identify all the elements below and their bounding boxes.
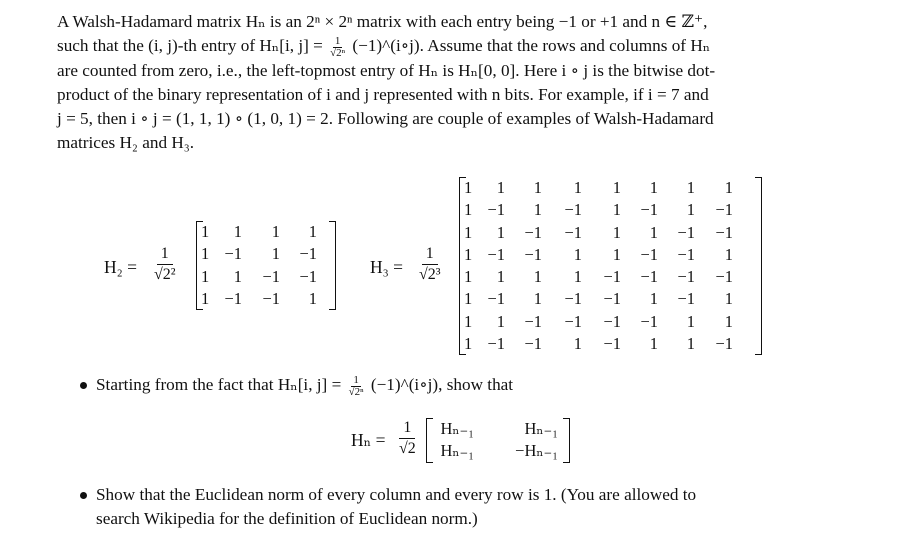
matrix-entry: −1 [224,244,242,264]
matrix-row [460,288,761,310]
bullet-1-text-end: (−1)^(i∘j), show that [370,375,514,394]
matrix-entry: −1 [715,267,733,287]
matrix-entry: 1 [649,334,658,354]
matrix-entry: −1 [640,200,658,220]
matrix-entry: −1 [640,244,658,264]
matrix-entry: 1 [201,244,210,264]
bullet-1-text-start: Starting from the fact that Hₙ[i, j] = [96,375,342,394]
matrix-entry: −1 [715,200,733,220]
matrix-entry: −1 [603,311,621,331]
recursion-block-matrix [426,418,570,463]
matrix-entry: 1 [201,266,210,286]
matrix-entry: −1 [524,244,542,264]
intro-line-3: are counted from zero, i.e., the left-topmost entry of Hₙ is Hₙ[0, 0]. Here i ∘ j is the bitwise dot- [57,60,716,80]
recursion-fraction-denominator: √2 [399,440,416,457]
matrix-row [460,244,761,266]
matrix-entry: 1 [496,311,505,331]
matrix-entry: −1 [603,334,621,354]
matrix-entry: −1 [262,288,280,308]
bullet-1 [96,373,513,398]
matrix-entry: −1 [603,289,621,309]
matrix-entry: Hₙ₋₁ [524,419,558,438]
matrix-entry: 1 [724,289,733,309]
h2-fraction-denominator: √2² [154,266,176,283]
matrix-entry: 1 [464,222,473,242]
h3-fraction-denominator: √2³ [419,266,441,283]
matrix-entry: 1 [573,178,582,197]
bullet-dot [80,382,87,389]
matrix-entry: 1 [464,200,473,220]
matrix-entry: 1 [686,200,695,220]
bullet-2 [96,483,696,531]
matrix-entry: 1 [724,311,733,331]
h2-fraction-numerator: 1 [157,244,173,265]
matrix-entry: −1 [524,311,542,331]
recursion-fraction [395,418,420,459]
matrix-entry: 1 [612,178,621,197]
matrix-row [197,243,335,265]
matrix-row [460,333,761,355]
matrix-entry: 1 [233,266,242,286]
matrix-row [197,266,335,288]
matrix-row [460,177,761,199]
matrix-row [460,199,761,221]
matrix-entry: Hₙ₋₁ [440,419,474,438]
h3-fraction [415,244,445,285]
matrix-entry: 1 [464,178,473,197]
matrix-entry: 1 [612,222,621,242]
h3-label: H₃ = [370,257,403,277]
intro-line-2-start: such that the (i, j)-th entry of Hₙ[i, j] = [57,36,323,56]
matrix-entry: −1 [487,200,505,220]
matrix-entry: 1 [686,311,695,331]
matrix-entry: −1 [487,334,505,354]
matrix-entry: −1 [299,266,317,286]
matrix-entry: 1 [464,267,473,287]
problem-intro [57,10,817,156]
matrix-entry: 1 [612,244,621,264]
matrix-entry: −1 [564,222,582,242]
matrix-entry: −1 [715,334,733,354]
matrix-entry: −1 [677,222,695,242]
matrix-entry: −1 [640,311,658,331]
matrix-entry: 1 [533,289,542,309]
matrix-entry: −1 [603,267,621,287]
intro-line-1: A Walsh-Hadamard matrix Hₙ is an 2ⁿ × 2ⁿ matrix with each entry being −1 or +1 and n ∈ ℤ⁺, [57,12,708,31]
matrix-entry: 1 [308,288,317,308]
h3-fraction-numerator: 1 [422,244,438,265]
recursion-label: Hₙ = [351,430,386,450]
matrix-entry: 1 [464,289,473,309]
intro-line-2-end: (−1)^(i∘j). Assume that the rows and columns of Hₙ [352,36,711,56]
bullet-1-fraction-numerator: 1 [353,373,359,386]
matrix-entry: −1 [677,267,695,287]
inline-fraction-numerator: 1 [334,34,341,47]
matrix-entry: 1 [724,244,733,264]
matrix-entry: −1 [262,266,280,286]
bullet-1-fraction-denominator: √2ⁿ [348,385,364,398]
matrix-entry: −1 [524,334,542,354]
matrix-row [197,221,335,243]
matrix-entry: −1 [640,267,658,287]
h3-matrix [459,177,762,355]
matrix-row [427,418,569,440]
matrix-entry: −1 [677,289,695,309]
matrix-entry: 1 [201,288,210,308]
intro-line-6: matrices H₂ and H₃. [57,133,195,153]
matrix-entry: −1 [224,288,242,308]
matrix-row [460,266,761,288]
matrix-entry: −1 [564,200,582,220]
matrix-entry: −1 [487,289,505,309]
matrix-entry: 1 [573,267,582,287]
inline-fraction-denominator: √2ⁿ [330,46,346,59]
matrix-entry: 1 [533,178,542,197]
bullet-2-line-1: Show that the Euclidean norm of every column and every row is 1. (You are allowed to [96,485,697,504]
bullet-2-line-2: search Wikipedia for the definition of Euclidean norm.) [96,509,478,528]
matrix-entry: 1 [464,244,473,264]
matrix-entry: 1 [533,200,542,220]
matrix-entry: 1 [496,267,505,287]
intro-line-2 [57,34,817,59]
matrix-entry: −1 [564,311,582,331]
matrix-entry: 1 [271,222,280,241]
matrix-entry: 1 [649,178,658,197]
matrix-entry: −1 [524,222,542,242]
matrix-entry: 1 [612,200,621,220]
matrix-entry: −Hₙ₋₁ [515,441,558,461]
matrix-entry: 1 [496,222,505,242]
intro-line-4: product of the binary representation of i and j represented with n bits. For example, if i = 7 and [57,84,709,104]
matrix-entry: Hₙ₋₁ [440,441,474,461]
bullet-dot [80,492,87,499]
matrix-entry: −1 [564,289,582,309]
inline-fraction [328,36,347,59]
h2-matrix [196,221,336,310]
matrix-row [460,222,761,244]
matrix-entry: 1 [464,334,473,354]
matrix-entry: 1 [649,222,658,242]
matrix-entry: 1 [271,244,280,264]
matrix-entry: −1 [677,244,695,264]
h2-fraction [150,244,180,285]
matrix-entry: 1 [496,178,505,197]
matrix-entry: 1 [233,222,242,241]
matrix-entry: 1 [573,244,582,264]
matrix-entry: −1 [715,222,733,242]
matrix-row [460,311,761,333]
matrix-entry: 1 [464,311,473,331]
matrix-entry: 1 [686,334,695,354]
matrix-entry: 1 [724,178,733,197]
recursion-fraction-numerator: 1 [399,418,415,439]
matrix-row [427,440,569,462]
matrix-entry: −1 [487,244,505,264]
h2-label: H₂ = [104,257,137,277]
matrix-entry: 1 [573,334,582,354]
matrix-row [197,288,335,310]
intro-line-5: j = 5, then i ∘ j = (1, 1, 1) ∘ (1, 0, 1) = 2. Following are couple of examples of Walsh-Hadamard [57,109,714,129]
bullet-1-fraction [347,375,366,398]
matrix-entry: 1 [533,267,542,287]
matrix-entry: 1 [201,222,210,241]
matrix-entry: 1 [649,289,658,309]
matrix-entry: 1 [308,222,317,241]
matrix-entry: 1 [686,178,695,197]
matrix-entry: −1 [299,244,317,264]
